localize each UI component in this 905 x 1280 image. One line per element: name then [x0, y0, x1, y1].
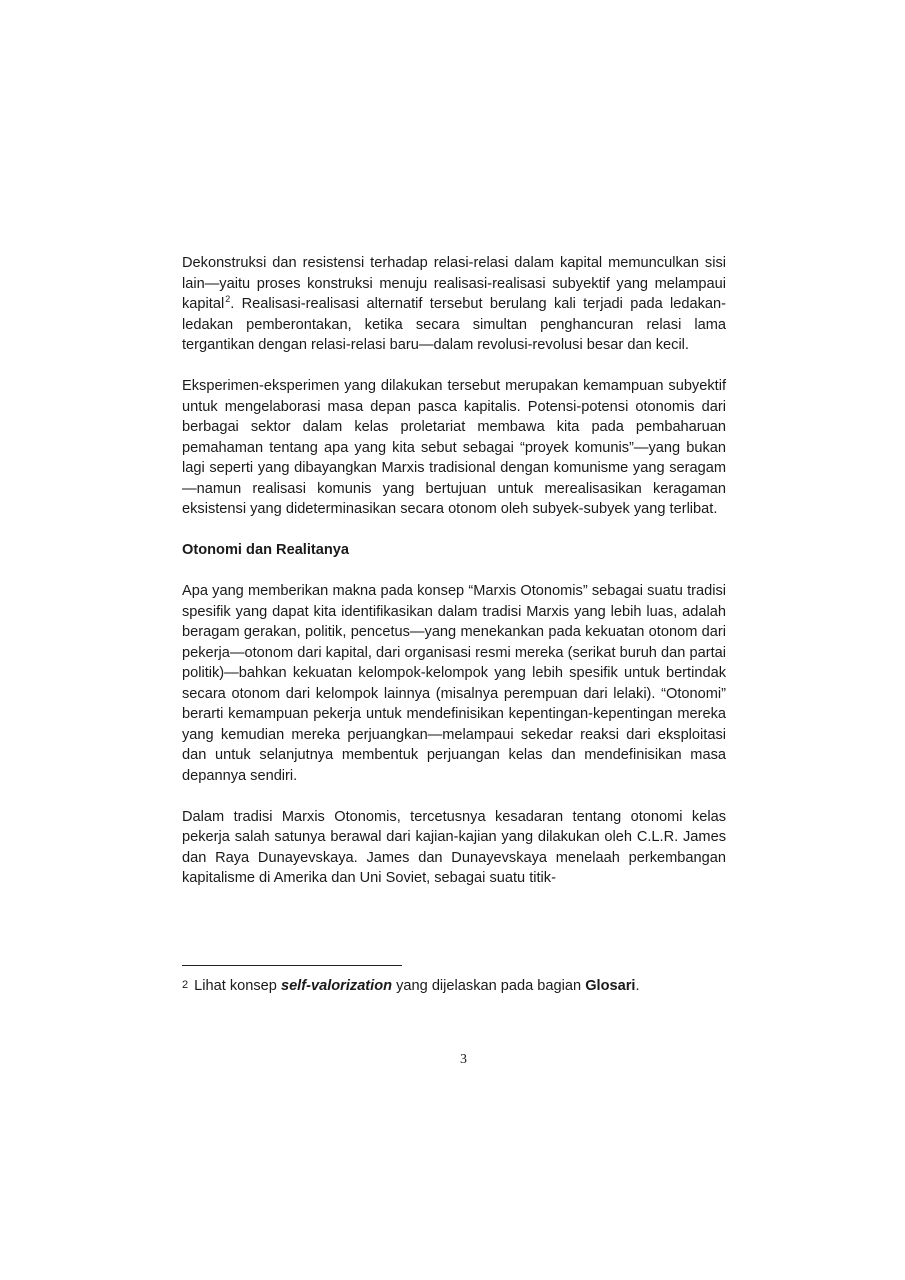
section-heading: Otonomi dan Realitanya [182, 542, 350, 558]
footnote-text-before: Lihat konsep [194, 978, 281, 994]
paragraph-autonomist-tradition: Dalam tradisi Marxis Otonomis, tercetusnya kesadaran tentang otonomi kelas pekerja salah satunya berawal dari kajian-kajian yang dilakukan oleh C.L.R. James dan Raya Dunayevskaya. James dan Dunayevskaya menelaah perkembangan kapitalisme di Amerika dan Uni Soviet, sebagai suatu titik- [182, 808, 726, 886]
footnote-text-after: . [635, 978, 640, 994]
footnote-text-middle: yang dijelaskan pada bagian [392, 978, 586, 994]
footnote-term: self-valorization [280, 978, 393, 994]
footnote-number: 2 [182, 979, 189, 991]
footnote-divider [182, 965, 402, 966]
paragraph-1-text-before-ref: Dekonstruksi dan resistensi terhadap relasi-relasi dalam kapital memunculkan sisi lain—yaitu proses konstruksi menuju realisasi-realisasi subyektif yang melampaui kapital [182, 255, 726, 312]
footnote-reference[interactable]: 2 [225, 294, 231, 305]
paragraph-experiments: Eksperimen-eksperimen yang dilakukan tersebut merupakan kemampuan subyektif untuk mengelaborasi masa depan pasca kapitalis. Potensi-potensi otonomis dari berbagai sektor dalam kelas proletariat membawa kita pada pembaharuan pemahaman tentang apa yang kita sebut sebagai “proyek komunis”—yang bukan lagi seperti yang dibayangkan Marxis tradisional dengan komunisme yang seragam—namun realisasi komunis yang bertujuan untuk merealisasikan keragaman eksistensi yang dideterminasikan secara otonom oleh subyek-subyek yang terlibat. [182, 378, 726, 517]
paragraph-deconstruction [182, 253, 726, 356]
footnote-section-name: Glosari [585, 978, 636, 994]
page-number: 3 [460, 1052, 467, 1067]
paragraph-1-text-after-ref: . Realisasi-realisasi alternatif tersebut berulang kali terjadi pada ledakan-ledakan pemberontakan, ketika secara simultan penghancuran relasi lama tergantikan dengan relasi-relasi baru—dalam revolusi-revolusi besar dan kecil. [182, 296, 726, 353]
paragraph-autonomist-marxism: Apa yang memberikan makna pada konsep “Marxis Otonomis” sebagai suatu tradisi spesifik yang dapat kita identifikasikan dalam tradisi Marxis yang lebih luas, adalah beragam gerakan, politik, pencetus—yang menekankan pada kekuatan otonom dari pekerja—otonom dari kapital, dari organisasi resmi mereka (serikat buruh dan partai politik)—bahkan kekuatan kelompok-kelompok yang lebih spesifik untuk bertindak secara otonom dari kelompok lainnya (misalnya perempuan dari lelaki). “Otonomi” berarti kemampuan pekerja untuk mendefinisikan kepentingan-kepentingan mereka yang kemudian mereka perjuangkan—melampaui sekedar reaksi dari eksploitasi dan untuk selanjutnya membentuk perjuangan kelas dan mendefinisikan masa depannya sendiri. [182, 583, 726, 784]
page-body [182, 253, 726, 909]
footnote [182, 976, 742, 996]
